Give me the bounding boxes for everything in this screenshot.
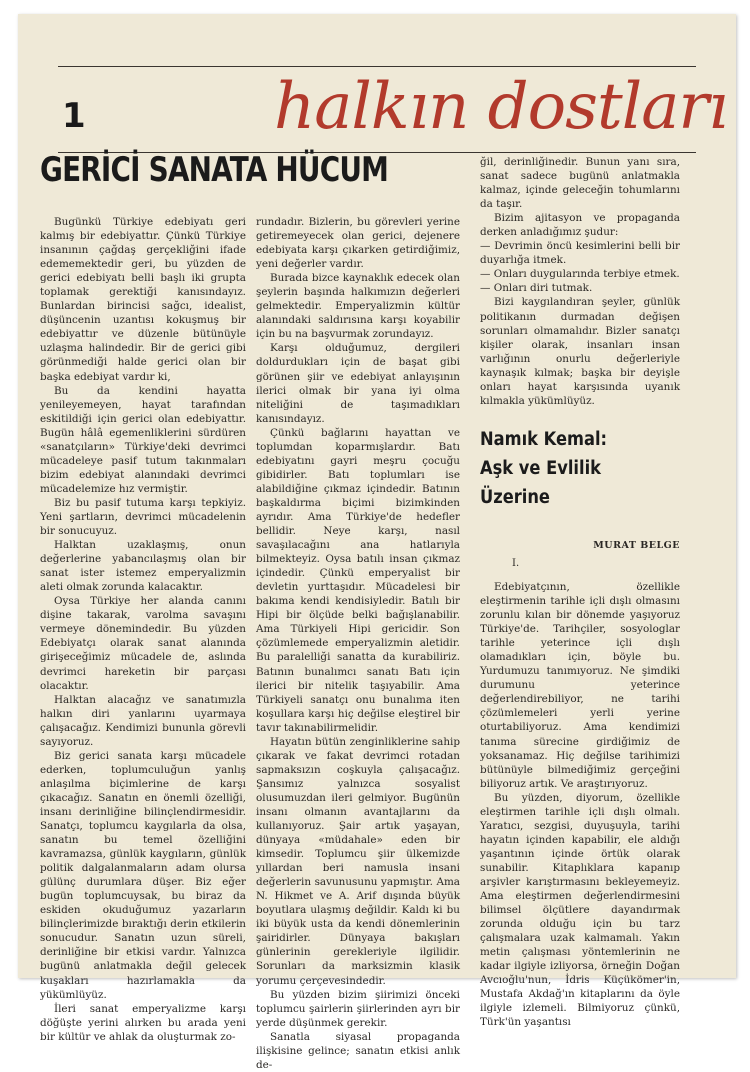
article2-title-line: Aşk ve Evlilik: [480, 458, 601, 479]
article1-column-2: [256, 215, 460, 1071]
paragraph: Oysa Türkiye her alanda canını dişine takarak, varolma savaşını vermeye dönemindedir. Bu yüzden Edebiyatçı olarak sanat alanında girişeceğimiz mücadele de, aslında devrimci hareketin bir parçası olacaktır.: [40, 595, 246, 692]
masthead-title: halkın dostları: [274, 70, 728, 144]
article-headline: GERİCİ SANATA HÜCUM: [40, 150, 389, 190]
paragraph: Karşı olduğumuz, dergileri doldurdukları için de başat gibi görünen şiir ve edebiyat anlayışının ilerici olmak bir yana iyi olma niteliğini de taşımadıkları kanısındayız.: [256, 342, 460, 425]
paragraph: İleri sanat emperyalizme karşı döğüşte yerini alırken bu arada yeni bir kültür ve ahlak da oluşturmak zo-: [40, 1002, 246, 1043]
article2-title-line: Namık Kemal:: [480, 429, 608, 450]
paragraph: Halktan alacağız ve sanatımızla halkın diri yanlarını uyarmaya çalışacağız. Kendimizi bununla görevli sayıyoruz.: [40, 693, 246, 748]
paragraph: Bizim ajitasyon ve propaganda derken anladığımız şudur: — Devrimin öncü kesimlerini belli bir duyarlığa itmek. — Onları duygularında terbiye etmek. — Onları diri tutmak.: [480, 212, 680, 295]
article2-byline: MURAT BELGE: [593, 540, 680, 551]
masthead-top-rule: [58, 66, 696, 67]
paragraph: Edebiyatçının, özellikle eleştirmenin tarihle içli dışlı olmasını zorunlu kılan bir dönemde yaşıyoruz Türkiye'de. Tarihçiler, sosyologlar tarihle yeterince içli dışlı olamadıkları için, böyle bu. Yurdumuzu tanımıyoruz. Ne şimdiki durumunu yeterince değerlendirebiliyor, ne tarihi çözümlemeleri yerli yerine oturtabiliyoruz. Ama kendimizi tanıma sürecine girdiğimiz de yoksanamaz. Hiç değilse tarihimizi bütünüyle bilmediğimiz gerçeğini biliyoruz artık. Ve araştırıyoruz.: [480, 581, 680, 790]
paragraph: Sanatla siyasal propaganda ilişkisine gelince; sanatın etkisi anlık de-: [256, 1030, 460, 1071]
paragraph: Hayatın bütün zenginliklerine sahip çıkarak ve fakat devrimci rotadan sapmaksızın coşkuyla çalışacağız. Şansımız yalnızca sosyalist olusumuzdan ileri gelmiyor. Bugünün insanı olmanın avantajlarını da kullanıyoruz. Şair artık yaşayan, dünyaya «müdahale» eden bir kimsedir. Toplumcu şiir ülkemizde yıllardan beri namusla insani değerlerin savunusunu yapmıştır. Ama N. Hikmet ve A. Arif dışında büyük boyutlara ulaşmış değildir. Kaldı ki bu iki büyük usta da kendi dönemlerinin şairidirler. Dünyaya bakışları günlerinin gerekleriyle ilgilidir. Sorunları da marksizmin klasik yorumu çerçevesindedir.: [256, 735, 460, 987]
paragraph: Bugünkü Türkiye edebiyatı geri kalmış bir edebiyattır. Çünkü Türkiye insanının çağdaş gerçekliğini ifade edememektedir geri, bu yüzden de gerici edebiyatı belli başlı iki grupta toplamak gerektiği kanısındayız. Bunlardan birincisi sağcı, idealist, düşüncenin uzantısı kokuşmuş bir edebiyattır ve düzenle bütünüyle uzlaşma halindedir. Bir de gerici gibi görünmediği halde gerici olan bir başka edebiyat vardır ki,: [40, 216, 246, 383]
article1-column-3: [480, 155, 680, 407]
article1-column-1: [40, 215, 246, 1043]
paragraph: Burada bizce kaynaklık edecek olan şeylerin başında halkımızın değerleri gelmektedir. Emperyalizmin kültür alanındaki saldırısına karşı koyabilir için bu na başvurmak zorundayız.: [256, 272, 460, 341]
paragraph: rundadır. Bizlerin, bu görevleri yerine getiremeyecek olan gerici, dejenere edebiyata karşı çıkarken getirdiğimiz, yeni değerler vardır.: [256, 216, 460, 271]
paragraph: Bu yüzden, diyorum, özellikle eleştirmen tarihle içli dışlı olmalı. Yaratıcı, sezgisi, duyuşuyla, tarihi hayatın içinden kapabilir, ele aldığı yaşantının içinde örtük olarak sunabilir. Kitaplıklara kapanıp arşivler karıştırmasını bekleyemeyiz. Ama eleştirmen değerlendirmesini bilimsel ölçütlere dayandırmak zorunda olduğu için bu tarz çalışmalara uzak kalmamalı. Yakın metin çalışması yöntemlerinin ne kadar ilgiyle izliyorsa, örneğin Doğan Avcıoğlu'nun, İdris Küçükömer'in, Mustafa Akdağ'ın kitaplarını da öyle ilgiyle izlemeli. Bilmiyoruz çünkü, Türk'ün yaşantısı: [480, 791, 680, 1029]
article2-title: [480, 425, 656, 512]
paragraph: Biz gerici sanata karşı mücadele ederken, toplumculuğun yanlış anlaşılma biçimlerine de karşı çıkacağız. Sanatın en önemli özelliği, insanı derinliğine bilinçlendirmesidir. Sanatçı, toplumcu kaygılarla da olsa, sanatın bu temel özelliğini kavramazsa, günlük kaygıların, günlük politik dalgalanmaların adam olursa gülünç durumlara düşer. Biz eğer bugün toplumcuysak, bu biraz da eskiden okuduğumuz yazarların bilinçlerimizde bıraktığı derin etkilerin sonucudur. Sanatın uzun süreli, derinliğine bir etkisi vardır. Yalnızca bugünü anlatmakla değil gelecek kuşakları hazırlamakla da yükümlüyüz.: [40, 749, 246, 1001]
paragraph: Halktan uzaklaşmış, onun değerlerine yabancılaşmış olan bir sanat ister istemez emperyalizmin aleti olmak zorunda kalacaktır.: [40, 539, 246, 594]
paragraph: Çünkü bağlarını hayattan ve toplumdan koparmışlardır. Batı edebiyatını gayri meşru çocuğu gibidirler. Batı toplumları ise alabildiğine çıkmaz içindedir. Batının başkaldırma biçimi bizimkinden ayrıdır. Ama Türkiye'de hedefler bellidir. Neye karşı, nasıl savaşılacağını ana hatlarıyla bilmekteyiz. Oysa batılı insan çıkmaz içindedir. Çünkü emperyalist bir devletin yurttaşıdır. Mücadelesi bir bakıma kendi kendisiyledir. Batılı bir Hipi bir ölçüde belki bağışlanabilir. Ama Türkiyeli Hipi gericidir. Son çözümlemede emperyalizmin aletidir. Bu paralelliği sanatta da kurabiliriz. Batının bunalımcı sanatı Batı için ilerici bir nitelik taşıyabilir. Ama Türkiyeli sanatçı onu bunalıma iten koşullara karşı hiç değilse eleştirel bir tavır takınabilirmelidir.: [256, 426, 460, 734]
article2-body: [480, 580, 680, 1029]
article2-title-line: Üzerine: [480, 487, 550, 508]
paragraph: Bizi kaygılandıran şeyler, günlük politikanın durmadan değişen sorunları olmamalıdır. Bizler sanatçı kişiler olarak, insanları insan varlığının onurlu değerleriyle kaynaşık kılmak; başka bir deyişle onları hayat karşısında uyanık kılmakla yükümlüyüz.: [480, 296, 680, 407]
paragraph: Bu yüzden bizim şiirimizi önceki toplumcu şairlerin şiirlerinden ayrı bir yerde düşünmek gerekir.: [256, 988, 460, 1029]
paragraph: Biz bu pasif tutuma karşı tepkiyiz. Yeni şartların, devrimci mücadelenin bir sonucuyuz.: [40, 496, 246, 538]
paragraph: ğil, derinliğinedir. Bunun yanı sıra, sanat sadece bugünü anlatmakla kalmaz, içinde geleceğin tohumlarını da taşır.: [480, 156, 680, 211]
section-numeral: I.: [512, 558, 520, 569]
issue-number: 1: [62, 96, 86, 136]
paragraph: Bu da kendini hayatta yenileyemeyen, hayat tarafından eskitildiği için gerici olan edebiyattır. Bugün hâlâ egemenliklerini sürdüren «sanatçıların» Türkiye'deki devrimci mücadeleye pasif tutum takınmaları bizim edebiyat alanındaki devrimci mücadelemize hız vermiştir.: [40, 384, 246, 495]
